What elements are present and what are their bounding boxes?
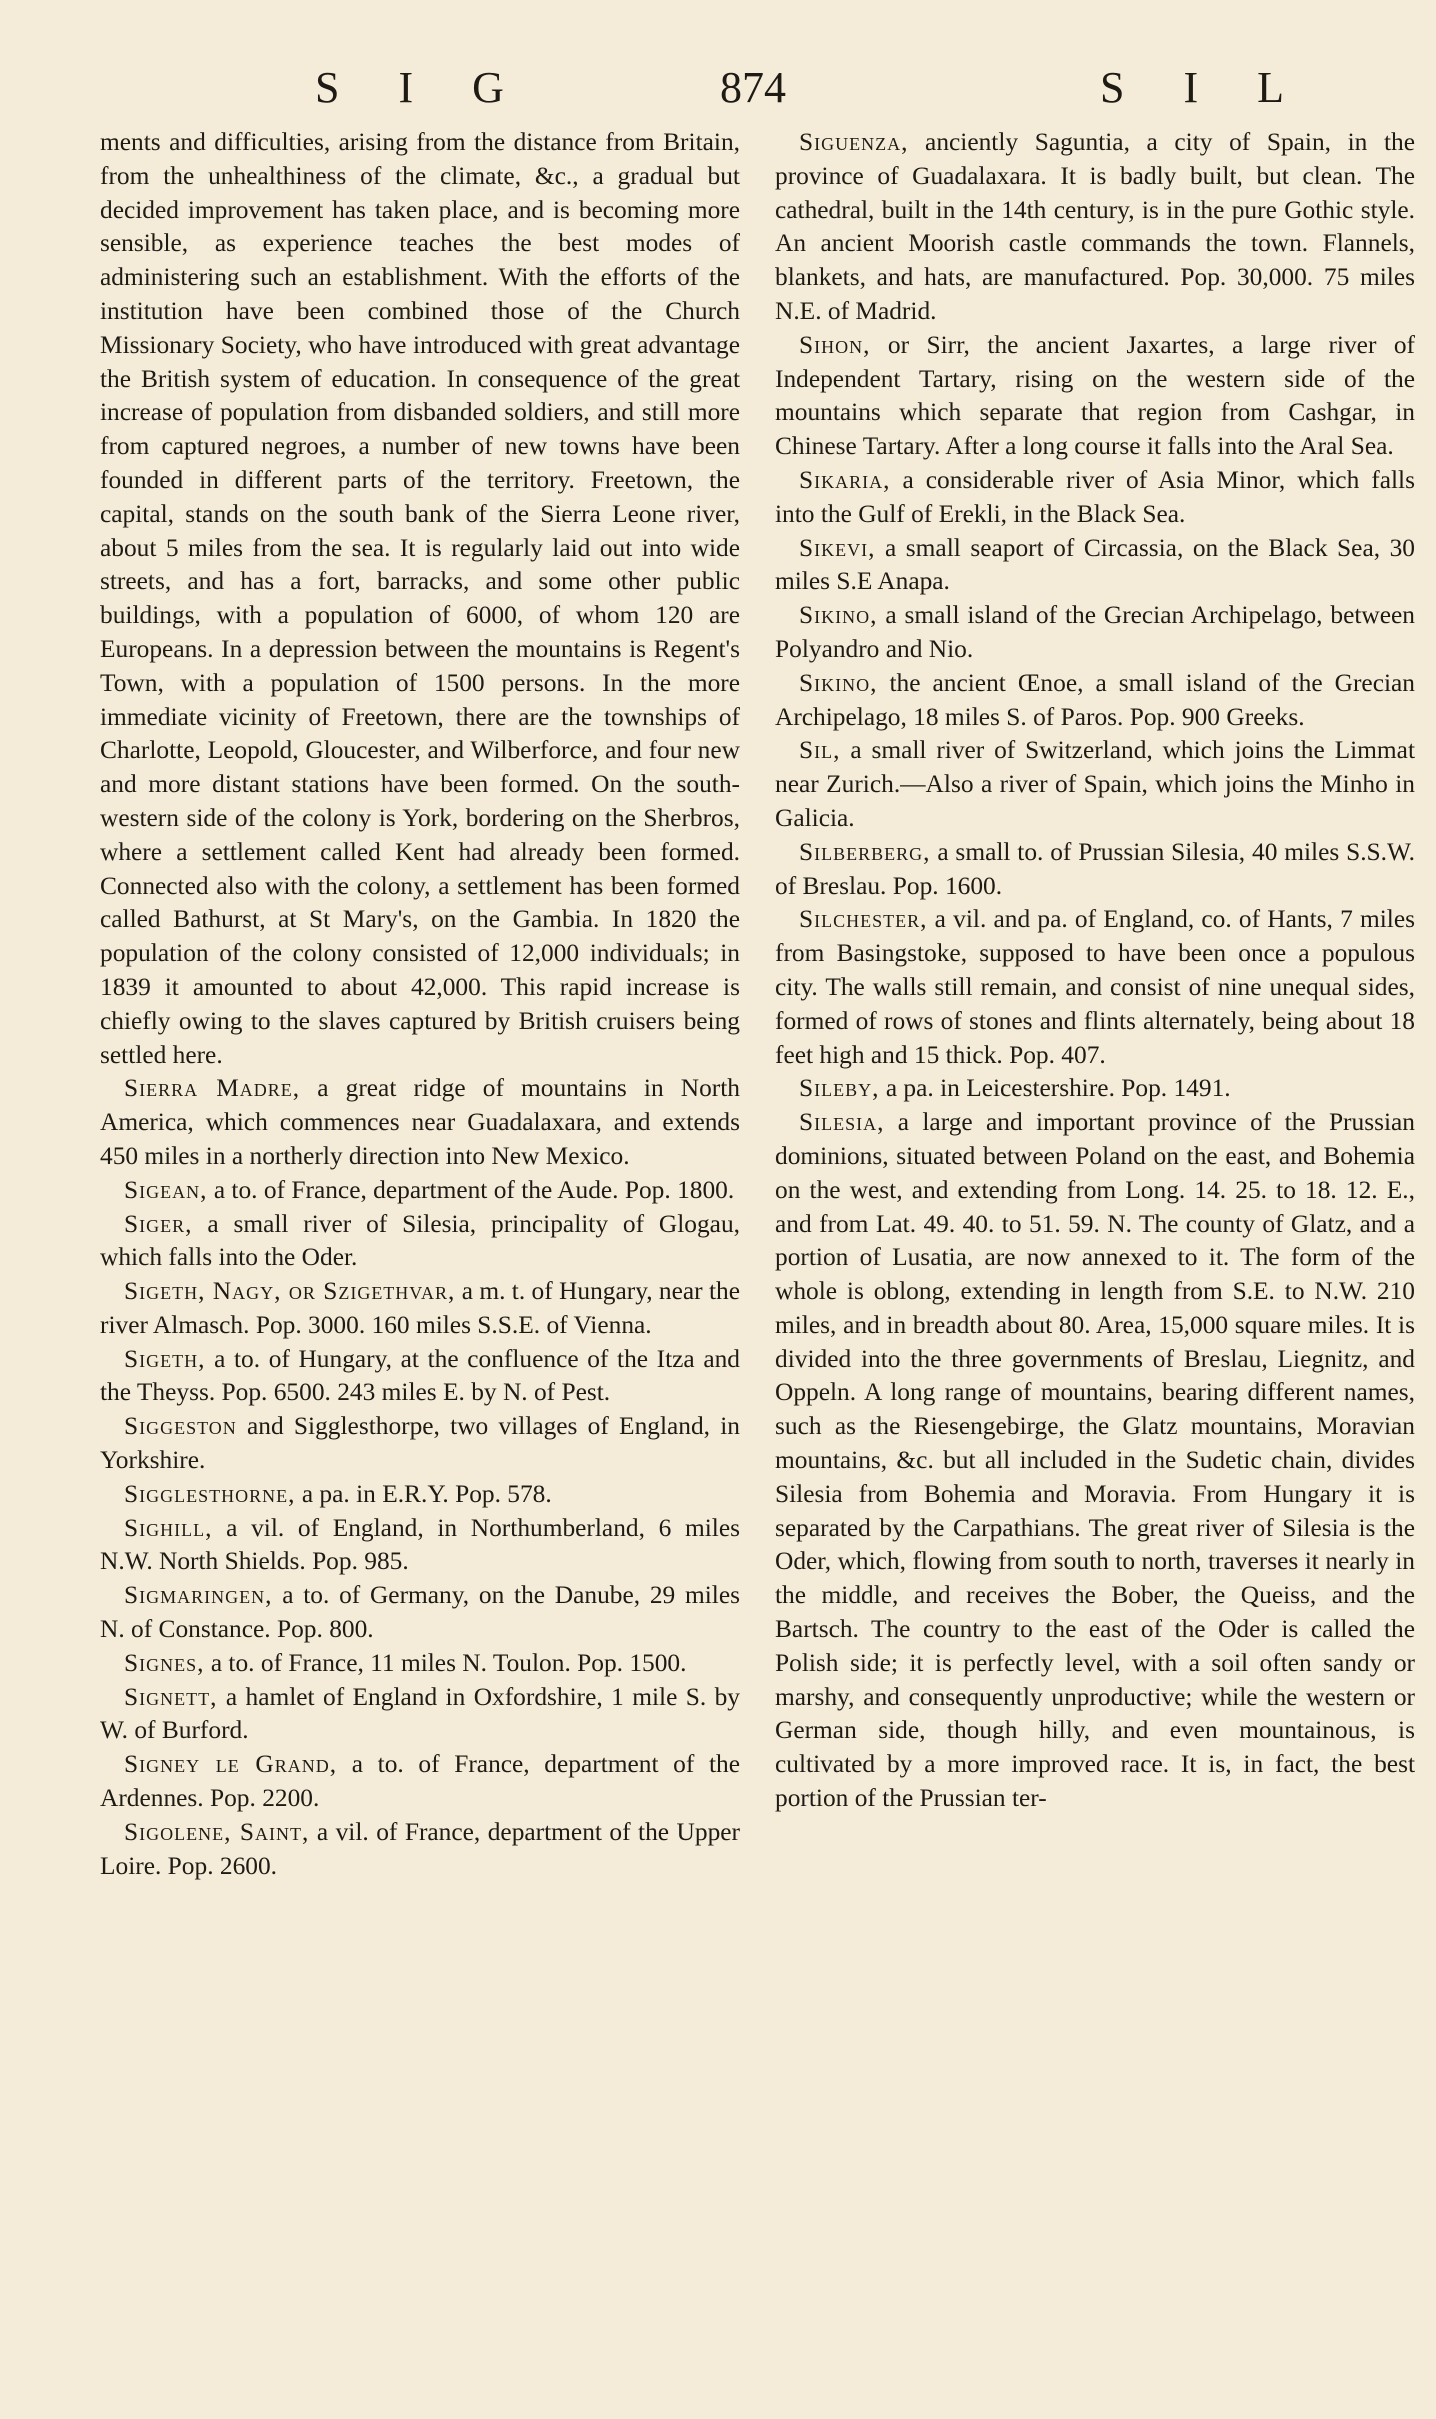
entry-headword: Sigglesthorne,: [124, 1479, 296, 1508]
gazetteer-entry: Signes, a to. of France, 11 miles N. Toulon. Pop. 1500.: [124, 1648, 687, 1677]
page-number: 874: [720, 63, 786, 112]
gazetteer-entry: Sikaria, a considerable river of Asia Minor, which falls into the Gulf of Erekli, in the Black Sea.: [775, 465, 1415, 528]
continued-paragraph: ments and difficulties, arising from the distance from Britain, from the unhealthiness of the climate, &c., a gradual but decided improvement has taken place, and is becoming more sensible, as experience teaches the best modes of administering such an establishment. With the efforts of the institution have been combined those of the Church Missionary Society, who have introduced with great advantage the British system of education. In consequence of the great increase of population from disbanded soldiers, and still more from captured negroes, a number of new towns have been founded in different parts of the territory. Freetown, the capital, stands on the south bank of the Sierra Leone river, about 5 miles from the sea. It is regularly laid out into wide streets, and has a fort, barracks, and some other public buildings, with a population of 6000, of whom 120 are Europeans. In a depression between the mountains is Regent's Town, with a population of 1500 persons. In the more immediate vicinity of Freetown, there are the townships of Charlotte, Leopold, Gloucester, and Wilberforce, and four new and more distant stations have been formed. On the south-western side of the colony is York, bordering on the Sherbros, where a settlement called Kent had already been formed. Connected also with the colony, a settlement has been formed called Bathurst, at St Mary's, on the Gambia. In 1820 the population of the colony consisted of 12,000 individuals; in 1839 it amounted to about 42,000. This rapid increase is chiefly owing to the slaves captured by British cruisers being settled here.: [100, 128, 740, 1069]
gazetteer-entry: Silesia, a large and important province of the Prussian dominions, situated between Poland on the east, and Bohemia on the west, and extending from Long. 14. 25. to 18. 12. E., and from Lat. 49. 40. to 51. 59. N. The county of Glatz, and a portion of Lusatia, are now annexed to it. The form of the whole is oblong, extending in length from S.E. to N.W. 210 miles, and in breadth about 80. Area, 15,000 square miles. It is divided into the three governments of Breslau, Liegnitz, and Oppeln. A long range of mountains, bearing different names, such as the Riesengebirge, the Glatz mountains, Moravian mountains, &c. but all included in the Sudetic chain, divides Silesia from Bohemia and Moravia. From Hungary it is separated by the Carpathians. The great river of Silesia is the Oder, which, flowing from south to north, traverses it nearly in the middle, and receives the Bober, the Queiss, and the Bartsch. The country to the east of the Oder is called the Polish side; it is perfectly level, with a soil often sandy or marshy, and consequently unproductive; while the western or German side, though hilly, and even mountainous, is cultivated by a more improved race. It is, in fact, the best portion of the Prussian ter-: [775, 1108, 1415, 1813]
entry-headword: Sigean,: [124, 1175, 208, 1204]
entry-headword: Sikaria,: [799, 465, 891, 494]
entry-headword: Sigeth,: [124, 1344, 206, 1373]
gazetteer-entry: Sighill, a vil. of England, in Northumberland, 6 miles N.W. North Shields. Pop. 985.: [100, 1513, 740, 1576]
entry-headword: Sileby,: [799, 1074, 880, 1103]
gazetteer-entry: Siger, a small river of Silesia, principality of Glogau, which falls into the Oder.: [100, 1209, 740, 1272]
entry-headword: Silberberg,: [799, 837, 931, 866]
gazetteer-entry: Sikino, the ancient Œnoe, a small island of the Grecian Archipelago, 18 miles S. of Paros. Pop. 900 Greeks.: [775, 668, 1415, 731]
header-left-guide-word: S I G: [315, 63, 528, 112]
gazetteer-entry: Silchester, a vil. and pa. of England, co. of Hants, 7 miles from Basingstoke, supposed to have been once a populous city. The walls still remain, and consist of nine unequal sides, formed of rows of stones and flints alternately, being about 18 feet high and 15 thick. Pop. 407.: [775, 905, 1415, 1069]
header-right-guide-word: S I L: [1100, 63, 1308, 112]
entry-headword: Siger,: [124, 1209, 193, 1238]
entry-headword: Siggeston: [124, 1412, 237, 1441]
gazetteer-entry: Silberberg, a small to. of Prussian Silesia, 40 miles S.S.W. of Breslau. Pop. 1600.: [775, 837, 1415, 900]
entry-headword: Sihon,: [799, 330, 871, 359]
entry-headword: Sikino,: [799, 668, 878, 697]
gazetteer-entry: Sileby, a pa. in Leicestershire. Pop. 1491.: [799, 1074, 1231, 1103]
gazetteer-entry: Sigglesthorne, a pa. in E.R.Y. Pop. 578.: [124, 1479, 552, 1508]
gazetteer-entry: Siggeston and Sigglesthorpe, two villages of England, in Yorkshire.: [100, 1412, 740, 1475]
gazetteer-entry: Siguenza, anciently Saguntia, a city of Spain, in the province of Guadalaxara. It is badly built, but clean. The cathedral, built in the 14th century, is in the pure Gothic style. An ancient Moorish castle commands the town. Flannels, blankets, and hats, are manufactured. Pop. 30,000. 75 miles N.E. of Madrid.: [775, 128, 1415, 325]
entry-headword: Sikino,: [799, 601, 878, 630]
gazetteer-entry: Sierra Madre, a great ridge of mountains in North America, which commences near Guadalaxara, and extends 450 miles in a northerly direction into New Mexico.: [100, 1074, 740, 1170]
gazetteer-entry: Sigeth, a to. of Hungary, at the confluence of the Itza and the Theyss. Pop. 6500. 243 miles E. by N. of Pest.: [100, 1344, 740, 1407]
entry-headword: Sigolene, Saint,: [124, 1817, 310, 1846]
right-column: [775, 126, 1415, 1816]
entry-headword: Signes,: [124, 1648, 205, 1677]
gazetteer-entry: Sigeth, Nagy, or Szigethvar, a m. t. of Hungary, near the river Almasch. Pop. 3000. 160 miles S.S.E. of Vienna.: [100, 1277, 741, 1339]
entry-headword: Sikevi,: [799, 533, 876, 562]
entry-headword: Signey le Grand,: [124, 1750, 338, 1779]
gazetteer-entry: Sikino, a small island of the Grecian Archipelago, between Polyandro and Nio.: [775, 601, 1415, 663]
gazetteer-entry: Sigolene, Saint, a vil. of France, department of the Upper Loire. Pop. 2600.: [100, 1817, 740, 1880]
entry-headword: Silesia,: [799, 1108, 885, 1137]
entry-headword: Sigmaringen,: [124, 1581, 273, 1610]
entry-headword: Sigeth, Nagy, or Szigethvar,: [124, 1277, 456, 1306]
running-header: [100, 62, 1390, 122]
entry-headword: Silchester,: [799, 905, 928, 934]
entry-headword: Sighill,: [124, 1513, 213, 1542]
left-column: [100, 126, 740, 1883]
gazetteer-entry: Sikevi, a small seaport of Circassia, on the Black Sea, 30 miles S.E Anapa.: [775, 533, 1415, 596]
gazetteer-entry: Sihon, or Sirr, the ancient Jaxartes, a large river of Independent Tartary, rising on the western side of the mountains which separate that region from Cashgar, in Chinese Tartary. After a long course it falls into the Aral Sea.: [775, 330, 1415, 461]
gazetteer-entry: Sigean, a to. of France, department of the Aude. Pop. 1800.: [124, 1175, 735, 1204]
entry-headword: Sierra Madre,: [124, 1074, 301, 1103]
gazetteer-entry: Sil, a small river of Switzerland, which joins the Limmat near Zurich.—Also a river of Spain, which joins the Minho in Galicia.: [775, 736, 1415, 832]
entry-headword: Signett,: [124, 1682, 218, 1711]
gazetteer-entry: Signett, a hamlet of England in Oxfordshire, 1 mile S. by W. of Burford.: [100, 1682, 740, 1745]
gazetteer-entry: Sigmaringen, a to. of Germany, on the Danube, 29 miles N. of Constance. Pop. 800.: [100, 1581, 740, 1644]
entry-headword: Siguenza,: [799, 128, 909, 156]
entry-headword: Sil,: [799, 736, 841, 765]
gazetteer-entry: Signey le Grand, a to. of France, department of the Ardennes. Pop. 2200.: [100, 1750, 740, 1813]
